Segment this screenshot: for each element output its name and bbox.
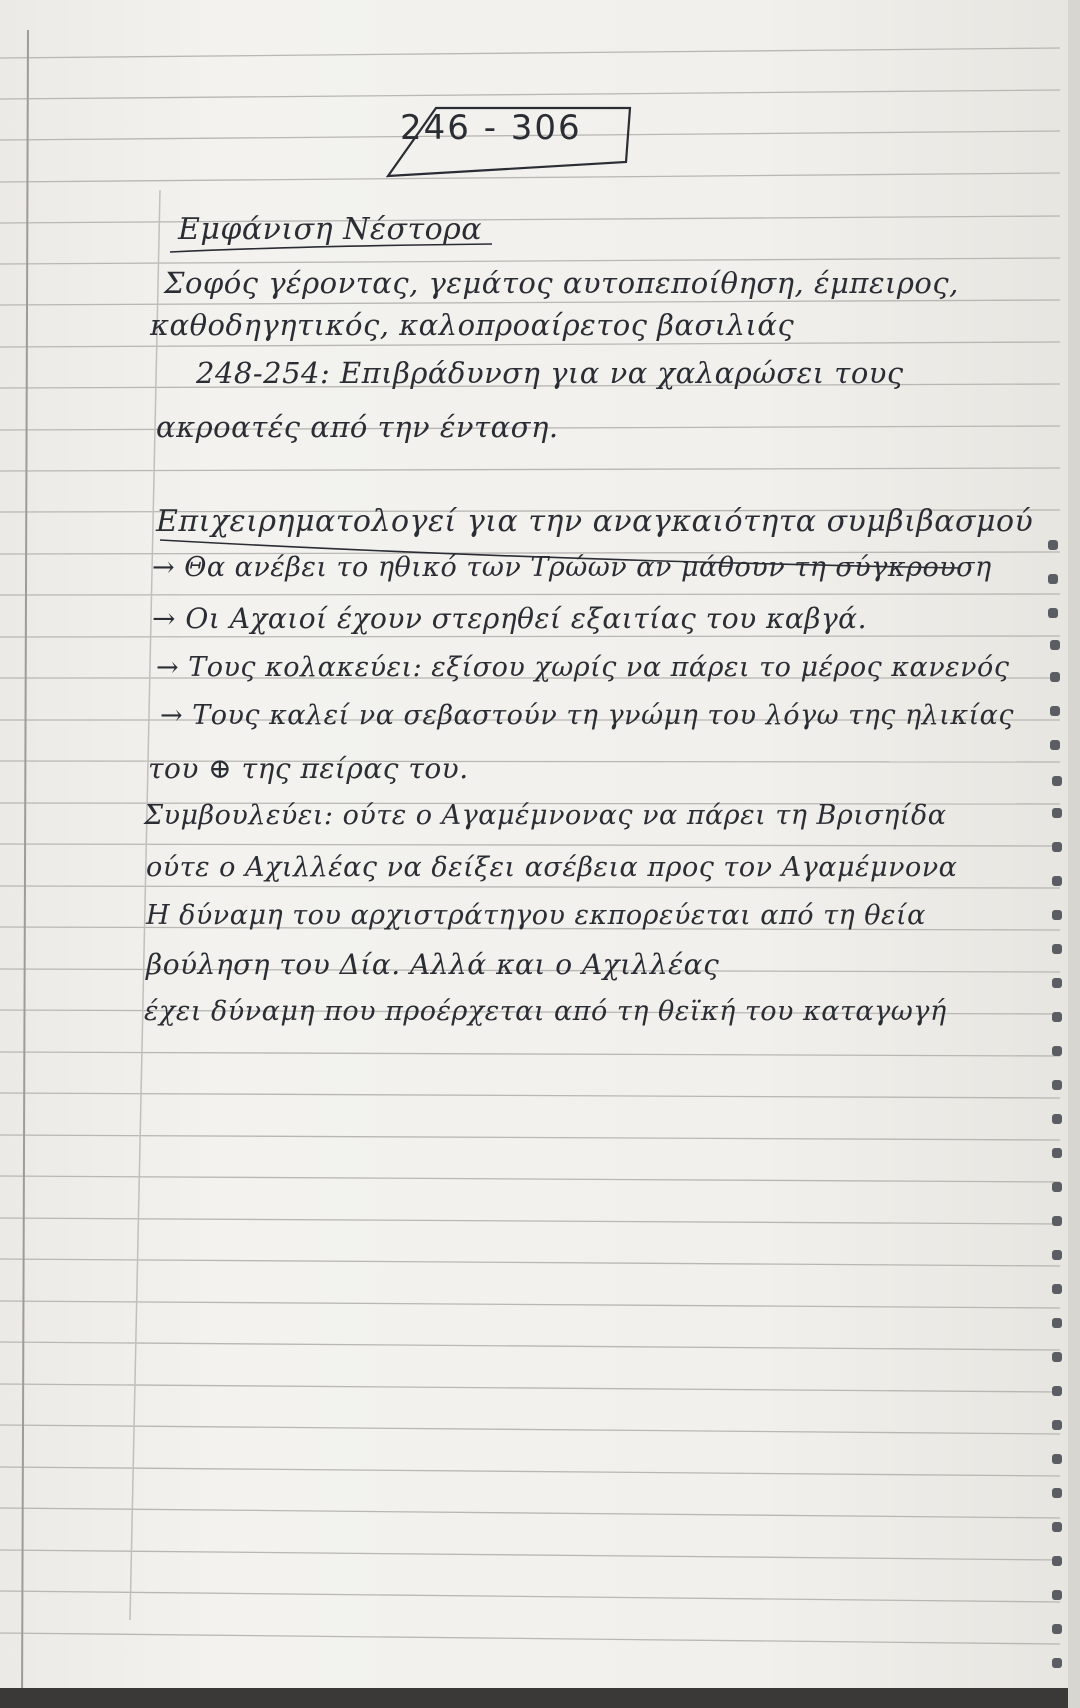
bullet-line: → Θα ανέβει το ηθικό των Τρώων αν μάθουν τη σύγκρουση <box>152 552 992 583</box>
spiral-binding <box>1000 0 1080 1708</box>
text-line: του ⊕ της πείρας του. <box>148 752 469 785</box>
text-line: καθοδηγητικός, καλοπροαίρετος βασιλιάς <box>150 308 795 342</box>
heading-epixeirimatologia: Επιχειρηματολογεί για την αναγκαιότητα συμβιβασμού <box>156 504 1034 539</box>
text-line: ακροατές από την ένταση. <box>156 410 559 444</box>
text-line: Συμβουλεύει: ούτε ο Αγαμέμνονας να πάρει τη Βρισηίδα <box>144 800 947 831</box>
bullet-line: → Τους κολακεύει: εξίσου χωρίς να πάρει το μέρος κανενός <box>156 652 1010 683</box>
bullet-line: → Οι Αχαιοί έχουν στερηθεί εξαιτίας του καβγά. <box>152 602 867 635</box>
text-line: ούτε ο Αχιλλέας να δείξει ασέβεια προς τον Αγαμέμνονα <box>146 852 958 883</box>
verse-range-title: 246 - 306 <box>400 108 582 148</box>
bullet-line: → Τους καλεί να σεβαστούν τη γνώμη του λόγω της ηλικίας <box>160 700 1015 731</box>
text-line: Σοφός γέροντας, γεμάτος αυτοπεποίθηση, έμπειρος, <box>164 266 959 300</box>
text-line: έχει δύναμη που προέρχεται από τη θεϊκή του καταγωγή <box>144 996 947 1027</box>
text-line: Η δύναμη του αρχιστράτηγου εκπορεύεται από τη θεία <box>146 900 926 931</box>
text-line: βούληση του Δία. Αλλά και ο Αχιλλέας <box>146 948 720 981</box>
heading-emfanisi-nestora: Εμφάνιση Νέστορα <box>178 212 483 247</box>
text-line: 248-254: Επιβράδυνση για να χαλαρώσει τους <box>196 356 904 390</box>
